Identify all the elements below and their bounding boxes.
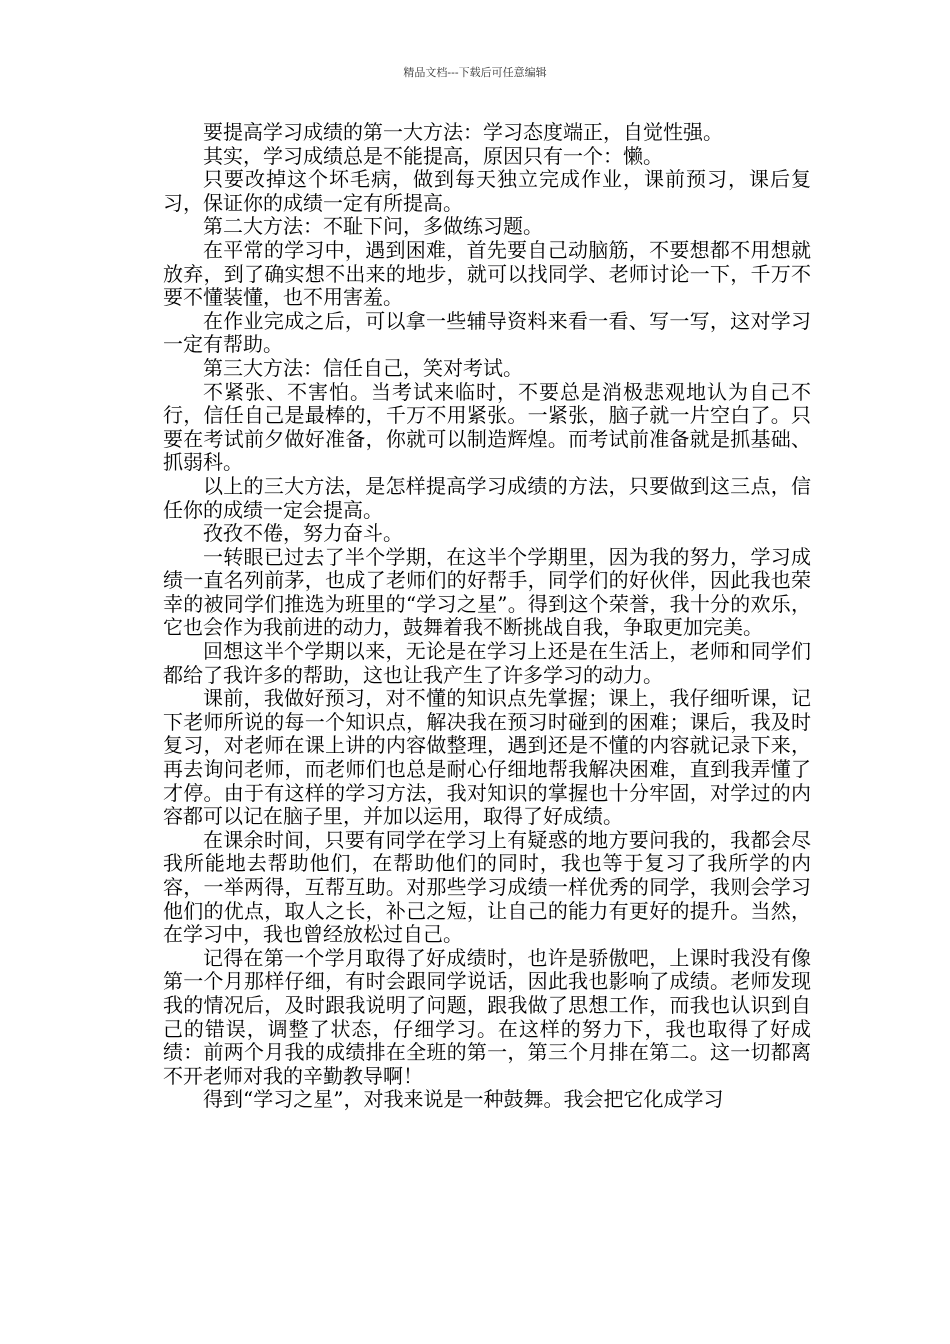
- paragraph: 要提高学习成绩的第一大方法：学习态度端正，自觉性强。: [203, 120, 723, 144]
- paragraph: 一转眼已过去了半个学期，在这半个学期里，因为我的努力，学习成绩一直名列前茅，也成了老师们的好帮手，同学们的好伙伴，因此我也荣幸的被同学们推选为班里的“学习之星”。得到这个荣誉，我十分的欢乐，它也会作为我前进的动力，鼓舞着我不断挑战自我，争取更加完美。: [163, 544, 811, 640]
- paragraph: 在课余时间，只要有同学在学习上有疑惑的地方要问我的，我都会尽我所能地去帮助他们，在帮助他们的同时，我也等于复习了我所学的内容，一举两得，互帮互助。对那些学习成绩一样优秀的同学，我则会学习他们的优点，取人之长，补己之短，让自己的能力有更好的提升。当然，在学习中，我也曾经放松过自己。: [163, 827, 811, 947]
- document-body: [163, 121, 811, 1112]
- paragraph: 回想这半个学期以来，无论是在学习上还是在生活上，老师和同学们都给了我许多的帮助，这也让我产生了许多学习的动力。: [163, 639, 811, 687]
- paragraph: 得到“学习之星”，对我来说是一种鼓舞。我会把它化成学习: [203, 1087, 724, 1112]
- paragraph: 记得在第一个学月取得了好成绩时，也许是骄傲吧，上课时我没有像第一个月那样仔细，有时会跟同学说话，因此我也影响了成绩。老师发现我的情况后，及时跟我说明了问题，跟我做了思想工作，而我也认识到自己的错误，调整了状态，仔细学习。在这样的努力下，我也取得了好成绩：前两个月我的成绩排在全班的第一，第三个月排在第二。这一切都离不开老师对我的辛勤教导啊！: [163, 945, 811, 1088]
- paragraph: 其实，学习成绩总是不能提高，原因只有一个：懒。: [203, 143, 663, 168]
- paragraph: 孜孜不倦，努力奋斗。: [203, 521, 403, 546]
- paragraph: 只要改掉这个坏毛病，做到每天独立完成作业，课前预习，课后复习，保证你的成绩一定有所提高。: [163, 167, 811, 215]
- paragraph: 第二大方法：不耻下问，多做练习题。: [203, 214, 543, 239]
- paragraph: 在平常的学习中，遇到困难，首先要自己动脑筋，不要想都不用想就放弃，到了确实想不出来的地步，就可以找同学、老师讨论一下，千万不要不懂装懂，也不用害羞。: [163, 237, 811, 310]
- paragraph: 不紧张、不害怕。当考试来临时，不要总是消极悲观地认为自己不行，信任自己是最棒的，千万不用紧张。一紧张，脑子就一片空白了。只要在考试前夕做好准备，你就可以制造辉煌。而考试前准备就是抓基础、抓弱科。: [163, 379, 811, 475]
- paragraph: 课前，我做好预习，对不懂的知识点先掌握；课上，我仔细听课，记下老师所说的每一个知识点，解决我在预习时碰到的困难；课后，我及时复习，对老师在课上讲的内容做整理，遇到还是不懂的内容就记录下来，再去询问老师，而老师们也总是耐心仔细地帮我解决困难，直到我弄懂了才停。由于有这样的学习方法，我对知识的掌握也十分牢固，对学过的内容都可以记在脑子里，并加以运用，取得了好成绩。: [163, 686, 811, 829]
- page-header: 精品文档---下载后可任意编辑: [403, 66, 547, 79]
- paragraph: 在作业完成之后，可以拿一些辅导资料来看一看、写一写，这对学习一定有帮助。: [163, 308, 811, 357]
- paragraph: 以上的三大方法，是怎样提高学习成绩的方法，只要做到这三点，信任你的成绩一定会提高。: [163, 473, 811, 522]
- paragraph: 第三大方法：信任自己，笑对考试。: [203, 355, 523, 380]
